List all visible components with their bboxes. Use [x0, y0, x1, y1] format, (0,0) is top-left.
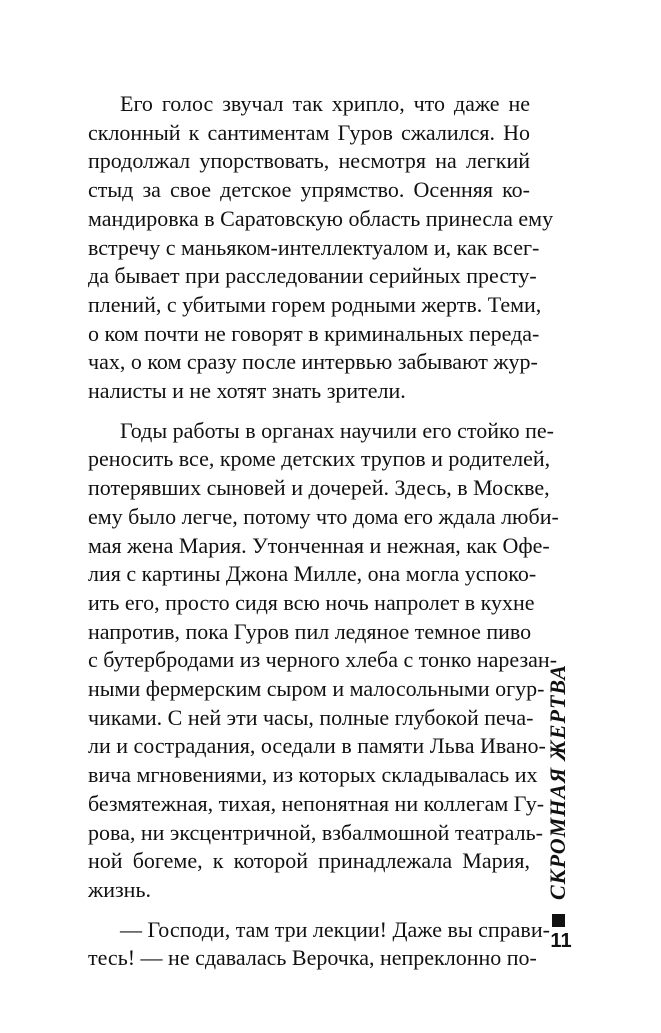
- text-line: безмятежная, тихая, непонятная ни коллегам Гу-: [88, 790, 545, 816]
- square-bullet-icon: [552, 914, 565, 927]
- text-line: мандировка в Саратовскую область принесла ему: [88, 205, 554, 231]
- paragraph-1: [88, 90, 554, 406]
- text-line: плений, с убитыми горем родными жертв. Теми,: [88, 291, 542, 317]
- text-line: налисты и не хотят знать зрители.: [88, 378, 406, 404]
- text-line: жизнь.: [88, 876, 151, 902]
- text-line: ему было легче, потому что дома его ждала люби-: [88, 503, 559, 529]
- text-line: лия с картины Джона Милле, она могла успоко-: [88, 561, 537, 587]
- text-line: реносить все, кроме детских трупов и родителей,: [88, 446, 551, 472]
- running-head: [538, 664, 578, 930]
- text-line: ить его, просто сидя всю ночь напролет в кухне: [88, 589, 535, 615]
- text-line: Годы работы в органах научили его стойко пе-: [120, 417, 554, 443]
- text-line: Его голос звучал так хрипло, что даже не: [120, 91, 530, 116]
- text-line: тесь! — не сдавалась Верочка, непреклонно по-: [88, 945, 537, 971]
- text-line: вича мгновениями, из которых складывалась их: [88, 762, 538, 788]
- paragraph-3: [88, 916, 550, 973]
- page-number: 11: [550, 930, 572, 952]
- text-line: чиками. С ней эти часы, полные глубокой печа-: [88, 704, 534, 730]
- text-line: склонный к сантиментам Гуров сжалился. Но: [88, 119, 530, 145]
- text-line: чах, о ком сразу после интервью забывают жур-: [88, 349, 538, 375]
- text-line: мая жена Мария. Утонченная и нежная, как Офе-: [88, 532, 550, 558]
- text-line: напротив, пока Гуров пил ледяное темное пиво: [88, 618, 532, 644]
- text-line: стыд за свое детское упрямство. Осенняя ко-: [88, 177, 530, 203]
- text-line: ными фермерским сыром и малосольными огур-: [88, 676, 545, 702]
- text-line: да бывает при расследовании серийных престу-: [88, 263, 537, 289]
- text-line: потерявших сыновей и дочерей. Здесь, в Москве,: [88, 475, 550, 501]
- text-line: с бутербродами из черного хлеба с тонко нарезан-: [88, 647, 558, 673]
- text-line: встречу с маньяком-интеллектуалом и, как всег-: [88, 234, 540, 260]
- text-line: о ком почти не говорят в криминальных переда-: [88, 320, 540, 346]
- running-head-title: СКРОМНАЯ ЖЕРТВА: [545, 664, 570, 900]
- text-line: рова, ни эксцентричной, взбалмошной театраль-: [88, 819, 543, 845]
- text-line: ной богеме, к которой принадлежала Мария,: [88, 848, 530, 874]
- text-line: ли и сострадания, оседали в памяти Льва Ивано-: [88, 733, 546, 759]
- text-line: — Господи, там три лекции! Даже вы справи-: [120, 916, 550, 942]
- text-line: продолжал упорствовать, несмотря на легкий: [88, 148, 530, 174]
